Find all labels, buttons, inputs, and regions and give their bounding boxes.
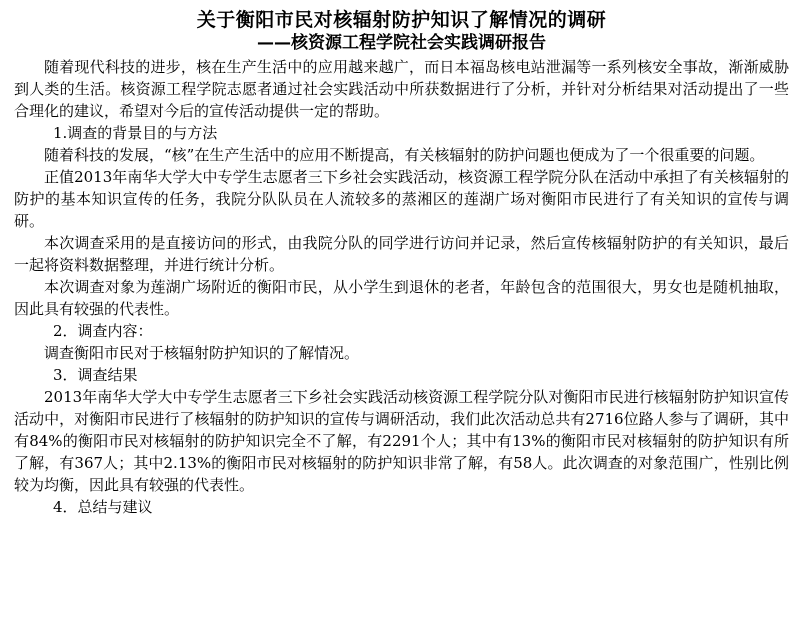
content-paragraph: 调查衡阳市民对于核辐射防护知识的了解情况。 <box>44 344 360 362</box>
background-paragraph: 随着科技的发展，“核”在生产生活中的应用不断提高，有关核辐射的防护问题也便成为了一个很重要的问题。 <box>44 146 765 164</box>
section-heading-results: 3．调查结果 <box>53 366 138 384</box>
activity-paragraph: 正值2013年南华大学大中专学生志愿者三下乡社会实践活动，核资源工程学院分队在活动中承担了有关核辐射的防护的基本知识宣传的任务，我院分队队员在人流较多的蒸湘区的莲湖广场对衡阳市民进行了有关知识的宣传与调研。 <box>14 168 789 230</box>
method-paragraph: 本次调查采用的是直接访问的形式，由我院分队的同学进行访问并记录，然后宣传核辐射防护的有关知识，最后一起将资料数据整理，并进行统计分析。 <box>14 234 789 274</box>
report-title: 关于衡阳市民对核辐射防护知识了解情况的调研 <box>196 9 607 31</box>
intro-paragraph: 随着现代科技的进步，核在生产生活中的应用越来越广，而日本福岛核电站泄漏等一系列核安全事故，渐渐威胁到人类的生活。核资源工程学院志愿者通过社会实践活动中所获数据进行了分析，并针对分析结果对活动提出了一些合理化的建议，希望对今后的宣传活动提供一定的帮助。 <box>14 58 789 120</box>
section-heading-background: 1.调查的背景目的与方法 <box>53 124 218 142</box>
report-body <box>14 56 789 518</box>
results-paragraph: 2013年南华大学大中专学生志愿者三下乡社会实践活动核资源工程学院分队对衡阳市民进行核辐射防护知识宣传活动中，对衡阳市民进行了核辐射的防护知识的宣传与调研活动，我们此次活动总共有2716位路人参与了调研，其中有84%的衡阳市民对核辐射的防护知识完全不了解，有2291个人；其中有13%的衡阳市民对核辐射的防护知识有所了解，有367人；其中2.13%的衡阳市民对核辐射的防护知识非常了解，有58人。此次调查的对象范围广，性别比例较为均衡，因此具有较强的代表性。 <box>14 388 789 494</box>
section-heading-summary: 4．总结与建议 <box>53 498 153 516</box>
report-subtitle: ——核资源工程学院社会实践调研报告 <box>257 33 546 53</box>
section-heading-content: 2．调查内容： <box>53 322 153 340</box>
subjects-paragraph: 本次调查对象为莲湖广场附近的衡阳市民，从小学生到退休的老者，年龄包含的范围很大，男女也是随机抽取，因此具有较强的代表性。 <box>14 278 789 318</box>
